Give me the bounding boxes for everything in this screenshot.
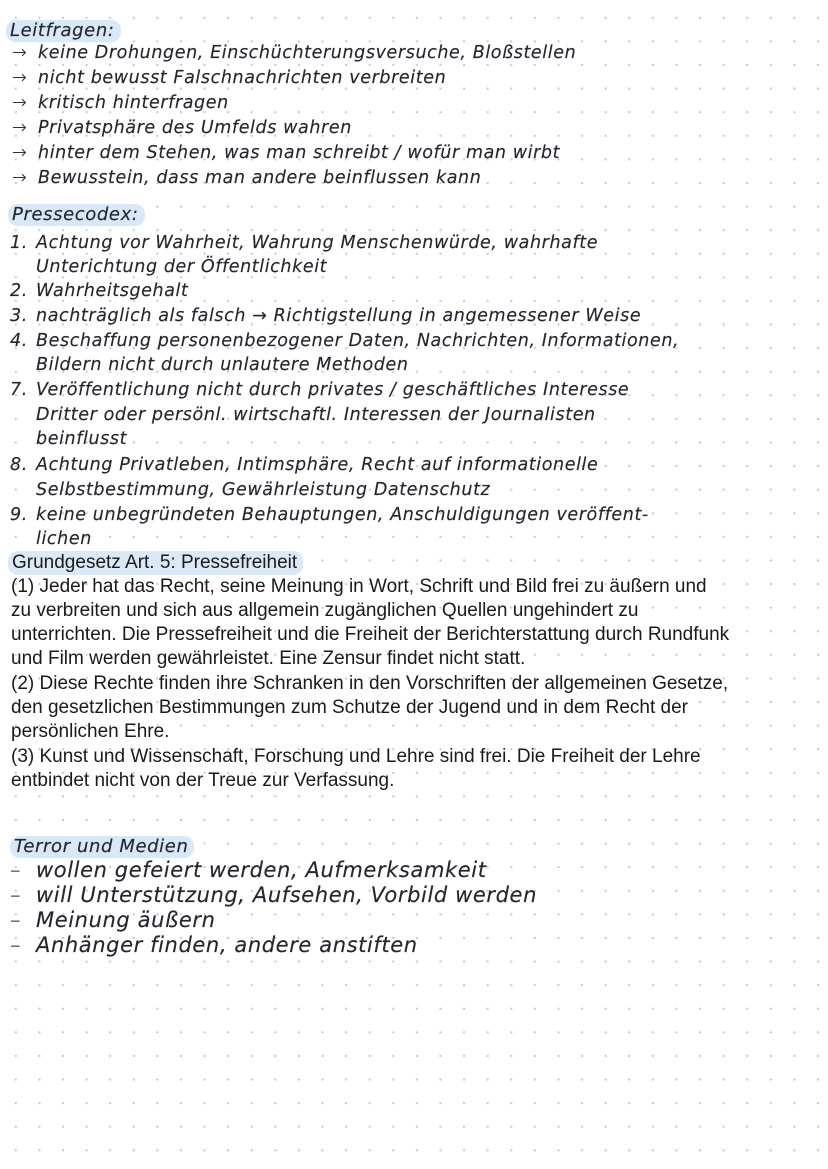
dash-icon: – — [10, 883, 22, 907]
grundgesetz-line: persönlichen Ehre. — [11, 721, 170, 742]
pressecodex-item-continuation: Unterichtung der Öffentlichkeit — [36, 257, 328, 277]
grundgesetz-line: unterrichten. Die Pressefreiheit und die Freiheit der Berichterstattung durch Rundfunk — [11, 624, 730, 645]
grundgesetz-heading: Grundgesetz Art. 5: Pressefreiheit — [8, 551, 303, 575]
dash-icon: – — [10, 908, 22, 932]
pressecodex-item: 7. Veröffentlichung nicht durch privates / geschäftliches Interesse — [10, 380, 630, 400]
grundgesetz-line: den gesetzlichen Bestimmungen zum Schutze der Jugend und in dem Recht der — [11, 697, 689, 718]
pressecodex-item-continuation: Dritter oder persönl. wirtschaftl. Interessen der Journalisten — [36, 405, 596, 425]
pressecodex-item: 3. nachträglich als falsch → Richtigstellung in angemessener Weise — [10, 306, 642, 326]
pressecodex-item: 1. Achtung vor Wahrheit, Wahrung Menschenwürde, wahrhafte — [10, 233, 599, 253]
arrow-icon: → — [12, 43, 28, 63]
pressecodex-item-continuation: lichen — [36, 529, 92, 549]
leitfragen-item: → keine Drohungen, Einschüchterungsversuche, Bloßstellen — [12, 43, 577, 63]
terror-item: – wollen gefeiert werden, Aufmerksamkeit — [10, 858, 487, 882]
arrow-icon: → — [12, 143, 28, 163]
pressecodex-item: 4. Beschaffung personenbezogener Daten, Nachrichten, Informationen, — [10, 331, 680, 351]
pressecodex-item: 8. Achtung Privatleben, Intimsphäre, Recht auf informationelle — [10, 455, 599, 475]
terror-item: – Meinung äußern — [10, 908, 216, 932]
leitfragen-heading: Leitfragen: — [6, 20, 121, 42]
grundgesetz-line: zu verbreiten und sich aus allgemein zugänglichen Quellen ungehindert zu — [11, 600, 639, 621]
leitfragen-item: → Privatsphäre des Umfelds wahren — [12, 118, 352, 138]
pressecodex-heading: Pressecodex: — [8, 204, 145, 226]
terror-item: – Anhänger finden, andere anstiften — [10, 933, 418, 957]
grundgesetz-line: entbindet nicht von der Treue zur Verfassung. — [11, 770, 395, 791]
pressecodex-item: 2. Wahrheitsgehalt — [10, 281, 189, 301]
grundgesetz-line: (2) Diese Rechte finden ihre Schranken in den Vorschriften der allgemeinen Gesetze, — [11, 673, 729, 694]
terror-heading: Terror und Medien — [10, 836, 194, 858]
leitfragen-item: → kritisch hinterfragen — [12, 93, 229, 113]
arrow-icon: → — [12, 93, 28, 113]
pressecodex-item: 9. keine unbegründeten Behauptungen, Anschuldigungen veröffent- — [10, 505, 649, 525]
pressecodex-item-continuation: Selbstbestimmung, Gewährleistung Datenschutz — [36, 480, 491, 500]
arrow-icon: → — [12, 68, 28, 88]
leitfragen-item: → Bewusstein, dass man andere beinflussen kann — [12, 168, 482, 188]
grundgesetz-line: und Film werden gewährleistet. Eine Zensur findet nicht statt. — [11, 648, 526, 669]
arrow-icon: → — [12, 118, 28, 138]
grundgesetz-line: (3) Kunst und Wissenschaft, Forschung und Lehre sind frei. Die Freiheit der Lehre — [11, 746, 701, 767]
dash-icon: – — [10, 933, 22, 957]
terror-item: – will Unterstützung, Aufsehen, Vorbild werden — [10, 883, 537, 907]
pressecodex-item-continuation: Bildern nicht durch unlautere Methoden — [36, 355, 409, 375]
leitfragen-item: → nicht bewusst Falschnachrichten verbreiten — [12, 68, 447, 88]
grundgesetz-line: (1) Jeder hat das Recht, seine Meinung in Wort, Schrift und Bild frei zu äußern und — [11, 576, 707, 597]
leitfragen-item: → hinter dem Stehen, was man schreibt / wofür man wirbt — [12, 143, 561, 163]
dash-icon: – — [10, 858, 22, 882]
pressecodex-item-continuation: beinflusst — [36, 429, 128, 449]
arrow-icon: → — [12, 168, 28, 188]
